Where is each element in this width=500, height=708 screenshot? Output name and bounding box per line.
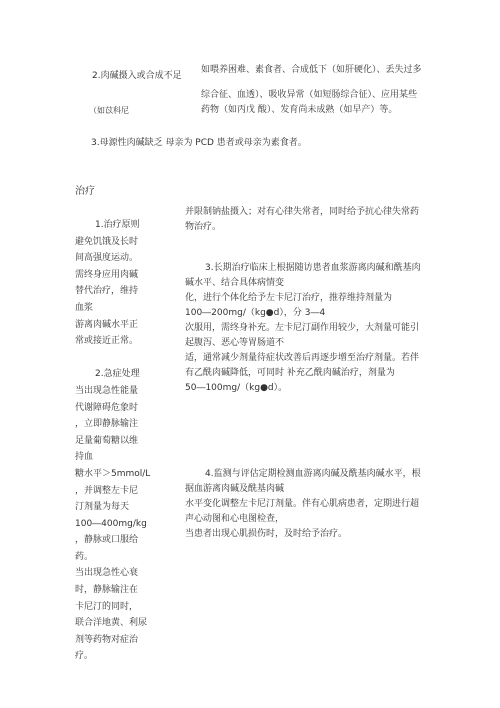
- cause-item-2-example: （如苡科尼: [89, 106, 129, 115]
- treatment-left-line: 剂等药物对症治: [75, 634, 139, 645]
- treatment-left-line: 当出现急性心衰: [75, 568, 139, 579]
- treatment-left-line: 当出现急性能量: [75, 385, 139, 396]
- treatment-left-line: 需终身应用肉碱: [75, 269, 139, 280]
- cause-item-3: 3.母源性肉碱缺乏 母亲为 PCD 患者或母亲为素食者。: [91, 138, 307, 148]
- treatment-left-line: 游离肉碱水平正: [75, 319, 139, 330]
- treatment-left-line: 糖水平＞5mmol/L: [75, 468, 151, 479]
- treatment-left-column: [75, 217, 150, 665]
- treatment-left-line: 汀剂量为每天: [75, 502, 130, 513]
- treatment-paragraph-4-line: 声心动图和心电图检查，: [185, 514, 285, 524]
- treatment-left-line: 药。: [75, 551, 94, 562]
- treatment-left-line: 疗。: [75, 651, 94, 662]
- cause-item-2-text-line-2: 综合征、血透）、吸收异常（如短肠综合征）、应用某些: [201, 90, 418, 100]
- treatment-left-line: 替代治疗，维持: [75, 286, 139, 297]
- treatment-left-line: 时，静脉输注在: [75, 585, 139, 596]
- treatment-paragraph-3-line: 化，进行个体化给予左卡尼汀治疗，推荐维持剂量为: [185, 293, 393, 303]
- cause-item-2-label: 2.肉碱摄入或合成不足: [92, 71, 182, 81]
- treatment-paragraph-3-line: 起腹泻、恶心等胃肠道不: [185, 338, 285, 348]
- treatment-left-line: 持血: [75, 452, 94, 463]
- treatment-left-line: 1.治疗原则: [95, 220, 140, 230]
- treatment-paragraph-4-line: 水平变化调整左卡尼汀剂量。伴有心肌病患者，定期进行超: [185, 499, 420, 509]
- treatment-paragraph-4-line: 据血游离肉碱及酰基肉碱: [185, 484, 285, 494]
- treatment-paragraph-3-line: 100―200mg/（kg●d），分 3―4: [185, 308, 326, 318]
- treatment-heading: 治疗: [75, 186, 95, 197]
- treatment-paragraph-1-line: 物治疗。: [185, 222, 222, 232]
- treatment-left-line: 100―400mg/kg: [75, 518, 147, 529]
- treatment-paragraph-3-line: 3.长期治疗临床上根据随访患者血浆游离肉碱和酰基肉: [205, 263, 421, 273]
- treatment-left-line: [75, 350, 150, 367]
- treatment-left-line: 避免饥饿及长时: [75, 236, 139, 247]
- treatment-left-line: 卡尼汀的同时，: [75, 601, 139, 612]
- treatment-left-line: 足量葡萄糖以维: [75, 435, 139, 446]
- treatment-left-line: 2.急症处理: [95, 369, 140, 380]
- treatment-left-line: ，静脉或口服给: [75, 535, 139, 546]
- treatment-left-line: 联合洋地黄、利尿: [75, 618, 148, 629]
- treatment-left-line: ，立即静脉输注: [75, 419, 139, 430]
- treatment-paragraph-4-line: 当患者出现心肌损伤时，及时给予治疗。: [185, 529, 348, 539]
- treatment-left-line: 代谢障碍危象时: [75, 402, 139, 413]
- treatment-left-line: 间高强度运动。: [75, 253, 139, 264]
- treatment-left-line: 常或接近正常。: [75, 336, 139, 347]
- treatment-paragraph-4-monitoring: [185, 467, 421, 542]
- treatment-paragraph-1-line: 并限制钠盐摄入；对有心律失常者，同时给予抗心律失常药: [185, 207, 420, 217]
- cause-item-2-text-line-3: 药物（如丙戊 酸）、发育尚未成熟（如早产）等。: [201, 105, 398, 115]
- treatment-left-line: 血浆: [75, 302, 94, 313]
- treatment-left-line: ，并调整左卡尼: [75, 485, 139, 496]
- treatment-paragraph-3-line: 碱水平、结合具体病情变: [185, 278, 285, 288]
- treatment-paragraph-1: [185, 205, 419, 235]
- treatment-paragraph-3-long-term: [185, 261, 421, 396]
- treatment-paragraph-3-line: 50―100mg/（kg●d）。: [185, 383, 288, 393]
- treatment-paragraph-3-line: 有乙酰肉碱降低，可同时 补充乙酰肉碱治疗，剂量为: [185, 368, 395, 378]
- treatment-paragraph-3-line: 适，通常减少剂量待症状改善后再逐步增至治疗剂量。若伴: [185, 353, 420, 363]
- treatment-paragraph-4-line: 4.监测与评估定期检测血游离肉碱及酰基肉碱水平，根: [205, 469, 421, 479]
- treatment-paragraph-3-line: 次服用，需终身补充。左卡尼汀副作用较少，大剂量可能引: [185, 323, 420, 333]
- cause-item-2-text-line-1: 如喂养困难、素食者、合成低下（如肝硬化）、丢失过多: [201, 65, 422, 75]
